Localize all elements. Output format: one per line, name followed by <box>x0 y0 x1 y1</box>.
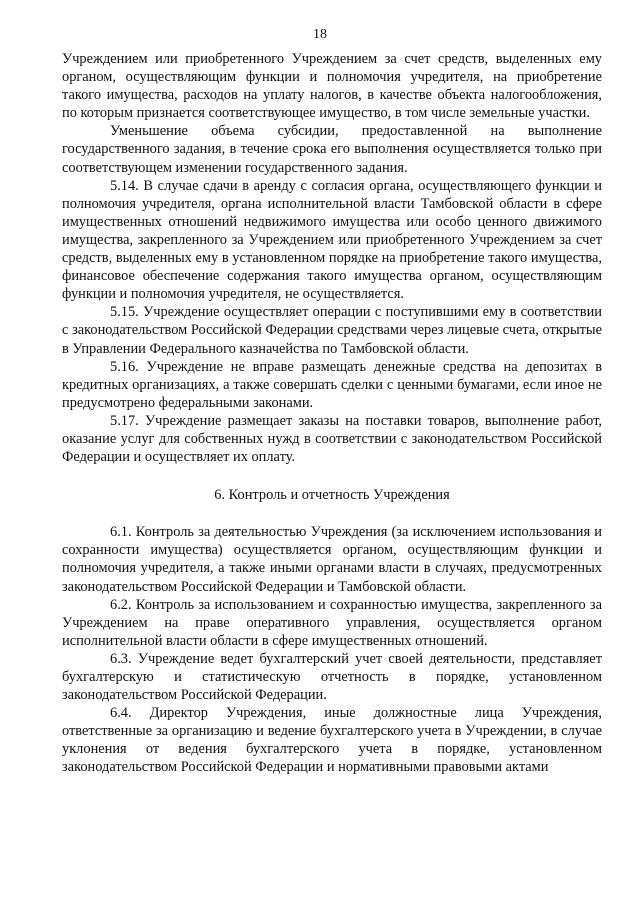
paragraph-subsidy-reduction: Уменьшение объема субсидии, предоставленной на выполнение государственного задания, в течение срока его выполнения осуществляется только при соответствующем изменении государственного задания. <box>62 123 602 176</box>
page-number: 18 <box>313 27 327 42</box>
paragraph-5-15: 5.15. Учреждение осуществляет операции с поступившими ему в соответствии с законодательством Российской Федерации средствами через лицевые счета, открытые в Управлении Федерального казначейства по Тамбовской области. <box>62 304 602 357</box>
paragraph-6-2: 6.2. Контроль за использованием и сохранностью имущества, закрепленного за Учреждением на праве оперативного управления, осуществляется органом исполнительной власти области в сфере имущественных отношений. <box>62 596 602 649</box>
paragraph-6-3: 6.3. Учреждение ведет бухгалтерский учет своей деятельности, представляет бухгалтерскую и статистическую отчетность в порядке, установленном законодательством Российской Федерации. <box>62 650 602 704</box>
paragraph-6-4: 6.4. Директор Учреждения, иные должностные лица Учреждения, ответственные за организацию и ведение бухгалтерского учета в Учреждении, в случае уклонения от ведения бухгалтерского учета в порядке, установленном законодательством Российской Федерации и нормативными правовыми актами <box>62 705 602 776</box>
paragraph-5-14: 5.14. В случае сдачи в аренду с согласия органа, осуществляющего функции и полномочия учредителя, органа исполнительной власти Тамбовской области в сфере имущественных отношений недвижимого имущества или особо ценного движимого имущества, закрепленного за Учреждением или приобретенного Учреждением за счет средств, выделенных ему в установленном порядке на приобретение такого имущества, финансовое обеспечение содержания такого имущества органом, осуществляющим функции и полномочия учредителя, не осуществляется. <box>62 177 602 303</box>
paragraph-continuation: Учреждением или приобретенного Учреждением за счет средств, выделенных ему органом, осуществляющим функции и полномочия учредителя, на приобретение такого имущества, расходов на уплату налогов, в качестве объекта налогообложения, по которым признается соответствующее имущество, в том числе земельные участки. <box>62 51 602 122</box>
paragraph-5-16: 5.16. Учреждение не вправе размещать денежные средства на депозитах в кредитных организациях, а также совершать сделки с ценными бумагами, если иное не предусмотрено федеральными законами. <box>62 358 602 411</box>
paragraph-5-17: 5.17. Учреждение размещает заказы на поставки товаров, выполнение работ, оказание услуг для собственных нужд в соответствии с законодательством Российской Федерации и осуществляет их оплату. <box>62 412 602 466</box>
section-heading: 6. Контроль и отчетность Учреждения <box>214 487 450 504</box>
paragraph-6-1: 6.1. Контроль за деятельностью Учреждения (за исключением использования и сохранности имущества) осуществляется органом, осуществляющим функции и полномочия учредителя, а также иными органами власти в случаях, предусмотренных законодательством Российской Федерации и Тамбовской области. <box>62 524 602 595</box>
